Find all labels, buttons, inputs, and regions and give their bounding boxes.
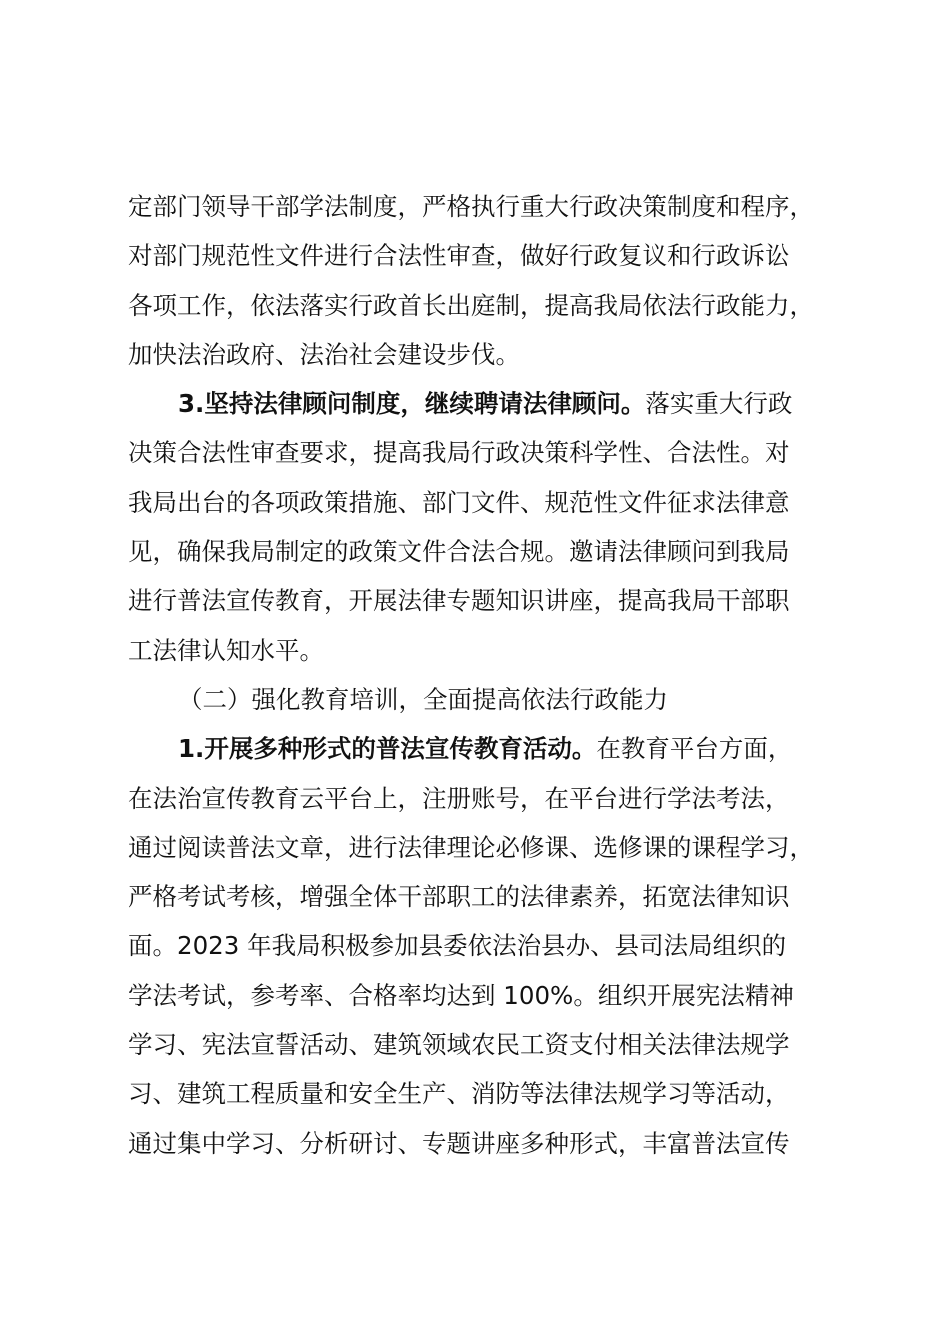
body-line-9: 进行普法宣传教育，开展法律专题知识讲座，提高我局干部职 [128,586,790,616]
heading-item-1 [128,724,848,773]
heading-3-text: 落实重大行政 [645,389,793,419]
document-body [128,182,848,1168]
body-line-20: 通过集中学习、分析研讨、专题讲座多种形式，丰富普法宣传 [128,1128,790,1158]
body-line-13: 在法治宣传教育云平台上，注册账号，在平台进行学法考法， [128,783,790,813]
heading-item-3 [128,379,848,428]
section-heading-2: （二）强化教育培训，全面提高依法行政能力 [178,684,668,714]
body-line-4: 加快法治政府、法治社会建设步伐。 [128,339,520,369]
body-line-15: 严格考试考核，增强全体干部职工的法律素养，拓宽法律知识 [128,882,790,912]
body-line-17: 学法考试，参考率、合格率均达到 100%。组织开展宪法精神 [128,980,794,1010]
heading-3-title: 3.坚持法律顾问制度，继续聘请法律顾问。 [178,389,646,419]
body-line-7: 我局出台的各项政策措施、部门文件、规范性文件征求法律意 [128,487,790,517]
body-line-14: 通过阅读普法文章，进行法律理论必修课、选修课的课程学习， [128,832,814,862]
body-line-16: 面。2023 年我局积极参加县委依法治县办、县司法局组织的 [128,931,787,961]
body-line-18: 学习、宪法宣誓活动、建筑领域农民工资支付相关法律法规学 [128,1030,790,1060]
body-line-3: 各项工作，依法落实行政首长出庭制，提高我局依法行政能力， [128,290,814,320]
body-line-2: 对部门规范性文件进行合法性审查，做好行政复议和行政诉讼 [128,241,790,271]
body-line-19: 习、建筑工程质量和安全生产、消防等法律法规学习等活动， [128,1079,790,1109]
body-line-6: 决策合法性审查要求，提高我局行政决策科学性、合法性。对 [128,438,790,468]
body-line-10: 工法律认知水平。 [128,635,324,665]
body-line-1: 定部门领导干部学法制度，严格执行重大行政决策制度和程序， [128,192,814,221]
heading-1-title: 1.开展多种形式的普法宣传教育活动。 [178,734,597,764]
heading-1-text: 在教育平台方面， [596,734,793,764]
body-line-8: 见，确保我局制定的政策文件合法合规。邀请法律顾问到我局 [128,537,790,567]
